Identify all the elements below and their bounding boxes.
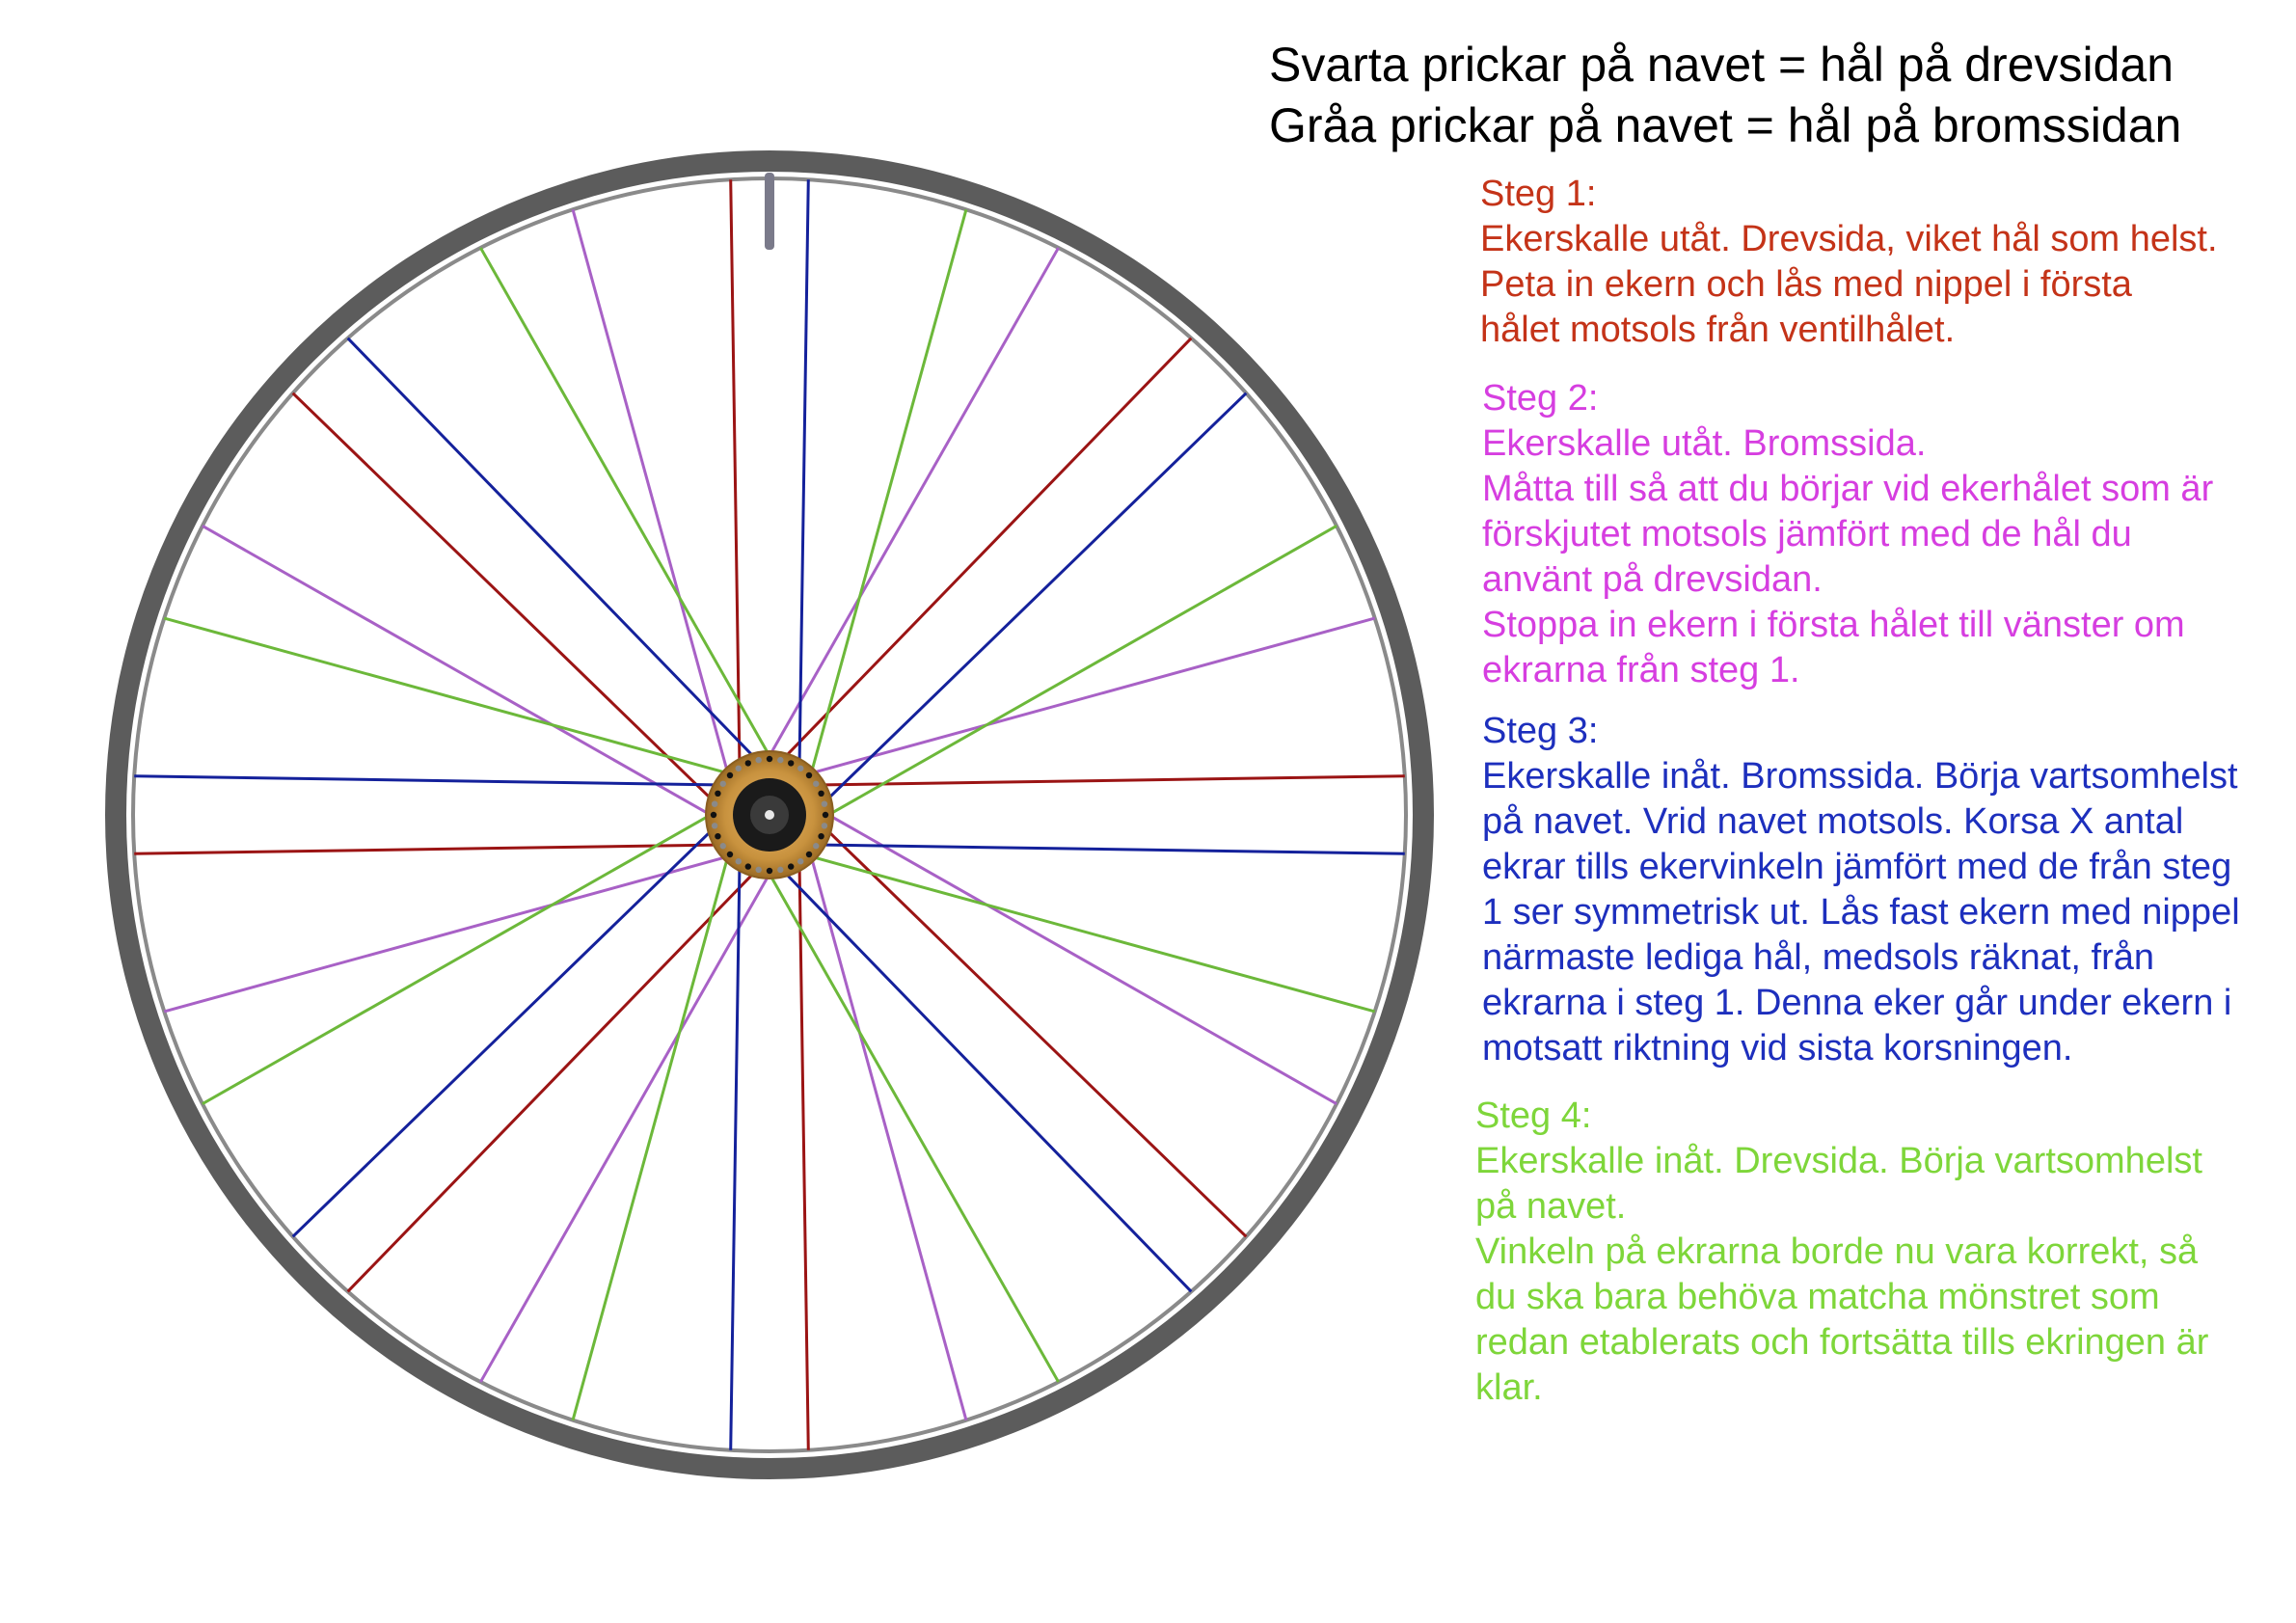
spoke-brake-inward bbox=[293, 825, 716, 1236]
spoke-drive-outward bbox=[780, 338, 1191, 762]
hub-hole-brake bbox=[736, 858, 742, 864]
step-4-line-2: på navet. bbox=[1475, 1186, 1627, 1227]
spoke-drive-inward bbox=[164, 618, 733, 774]
hub-axle-hole bbox=[765, 810, 774, 820]
spoke-drive-inward bbox=[824, 526, 1337, 818]
step-2-line-5: Stoppa in ekern i första hålet till vänster om bbox=[1482, 605, 2185, 645]
hub-hole-brake bbox=[720, 843, 726, 849]
step-2-title: Steg 2: bbox=[1482, 378, 1599, 419]
step-2-line-1: Ekerskalle utåt. Bromssida. bbox=[1482, 423, 1927, 464]
spoke-brake-outward bbox=[767, 248, 1059, 761]
step-3-line-5: närmaste lediga hål, medsols räknat, från bbox=[1482, 937, 2155, 978]
hub-hole-drive bbox=[788, 760, 794, 766]
spoke-drive-inward bbox=[806, 855, 1375, 1012]
step-4 bbox=[1475, 1094, 2208, 1411]
step-2-line-3: förskjutet motsols jämfört med de hål du bbox=[1482, 514, 2132, 555]
hub-hole-drive bbox=[715, 833, 720, 839]
spoke-drive-inward bbox=[480, 248, 772, 761]
step-4-line-4: du ska bara behöva matcha mönstret som bbox=[1475, 1277, 2160, 1317]
hub-hole-drive bbox=[806, 772, 812, 778]
hub-hole-drive bbox=[715, 791, 720, 797]
hub-hole-brake bbox=[720, 781, 726, 787]
spoke-brake-outward bbox=[824, 812, 1337, 1104]
hub-hole-brake bbox=[755, 757, 761, 763]
spoke-brake-inward bbox=[134, 776, 724, 785]
hub-hole-drive bbox=[711, 812, 716, 818]
spoke-drive-inward bbox=[810, 209, 966, 778]
hub-hole-drive bbox=[727, 772, 733, 778]
spoke-brake-inward bbox=[815, 845, 1405, 853]
spoke-brake-outward bbox=[573, 209, 729, 778]
hub-hole-drive bbox=[823, 812, 828, 818]
legend bbox=[1269, 35, 2181, 156]
hub-hole-drive bbox=[806, 852, 812, 857]
step-3-line-4: 1 ser symmetrisk ut. Lås fast ekern med nippel bbox=[1482, 892, 2240, 933]
spoke-brake-inward bbox=[823, 393, 1246, 804]
spoke-brake-inward bbox=[799, 179, 808, 770]
spoke-drive-outward bbox=[348, 868, 759, 1291]
valve bbox=[765, 173, 774, 250]
step-4-line-5: redan etablerats och fortsätta tills ekringen är bbox=[1475, 1322, 2209, 1363]
hub-hole-brake bbox=[712, 800, 717, 806]
hub-hole-drive bbox=[745, 863, 751, 869]
spoke-brake-inward bbox=[731, 860, 740, 1450]
spoke-brake-inward bbox=[348, 338, 759, 762]
hub-hole-brake bbox=[822, 823, 827, 828]
step-3-line-1: Ekerskalle inåt. Bromssida. Börja vartsomhelst bbox=[1482, 756, 2238, 797]
step-2-line-2: Måtta till så att du börjar vid ekerhålet som är bbox=[1482, 469, 2214, 509]
step-3-line-7: motsatt riktning vid sista korsningen. bbox=[1482, 1028, 2073, 1068]
hub bbox=[706, 751, 833, 879]
spoke-drive-outward bbox=[134, 845, 724, 853]
hub-hole-brake bbox=[755, 867, 761, 873]
spoke-drive-inward bbox=[767, 869, 1059, 1382]
step-2 bbox=[1482, 376, 2213, 693]
spoke-brake-outward bbox=[806, 618, 1375, 774]
step-3-line-6: ekrarna i steg 1. Denna eker går under ekern i bbox=[1482, 983, 2232, 1023]
hub-hole-drive bbox=[818, 833, 824, 839]
hub-hole-brake bbox=[813, 843, 819, 849]
step-1-title: Steg 1: bbox=[1480, 174, 1597, 214]
spoke-brake-outward bbox=[203, 526, 716, 818]
spoke-brake-outward bbox=[480, 869, 772, 1382]
spoke-drive-outward bbox=[293, 393, 716, 804]
hub-hole-brake bbox=[712, 823, 717, 828]
hub-hole-brake bbox=[777, 867, 783, 873]
hub-hole-brake bbox=[797, 766, 803, 771]
hub-hole-drive bbox=[767, 868, 772, 874]
step-4-line-3: Vinkeln på ekrarna borde nu vara korrekt, så bbox=[1475, 1231, 2199, 1272]
spoke-drive-inward bbox=[203, 812, 716, 1104]
spoke-drive-outward bbox=[731, 179, 740, 770]
step-4-title: Steg 4: bbox=[1475, 1096, 1592, 1136]
legend-black-dots: Svarta prickar på navet = hål på drevsidan bbox=[1269, 38, 2174, 92]
step-3-line-2: på navet. Vrid navet motsols. Korsa X antal bbox=[1482, 801, 2184, 842]
spoke-brake-outward bbox=[164, 855, 733, 1012]
step-3-title: Steg 3: bbox=[1482, 711, 1599, 751]
spoke-drive-outward bbox=[815, 776, 1405, 785]
step-2-line-4: använt på drevsidan. bbox=[1482, 559, 1823, 600]
step-3 bbox=[1482, 709, 2240, 1071]
spoke-drive-outward bbox=[823, 825, 1246, 1236]
hub-hole-brake bbox=[813, 781, 819, 787]
step-1-line-1: Ekerskalle utåt. Drevsida, viket hål som helst. bbox=[1480, 219, 2218, 259]
valve-stem bbox=[765, 173, 774, 250]
step-4-line-1: Ekerskalle inåt. Drevsida. Börja vartsomhelst bbox=[1475, 1141, 2202, 1181]
hub-hole-brake bbox=[797, 858, 803, 864]
hub-hole-brake bbox=[777, 757, 783, 763]
hub-hole-drive bbox=[818, 791, 824, 797]
hub-hole-drive bbox=[767, 756, 772, 762]
spoke-brake-inward bbox=[780, 868, 1191, 1291]
hub-hole-drive bbox=[727, 852, 733, 857]
spoke-drive-outward bbox=[799, 860, 808, 1450]
hub-hole-drive bbox=[745, 760, 751, 766]
legend-grey-dots: Gråa prickar på navet = hål på bromssidan bbox=[1269, 98, 2182, 152]
step-1-line-3: hålet motsols från ventilhålet. bbox=[1480, 310, 1956, 350]
spoke-drive-inward bbox=[573, 852, 729, 1420]
step-1 bbox=[1480, 172, 2218, 353]
step-1-line-2: Peta in ekern och lås med nippel i första bbox=[1480, 264, 2132, 305]
hub-hole-brake bbox=[736, 766, 742, 771]
hub-hole-brake bbox=[822, 800, 827, 806]
step-2-line-6: ekrarna från steg 1. bbox=[1482, 650, 1800, 690]
step-4-line-6: klar. bbox=[1475, 1367, 1543, 1408]
spoke-brake-outward bbox=[810, 852, 966, 1420]
step-3-line-3: ekrar tills ekervinkeln jämfört med de från steg bbox=[1482, 847, 2232, 887]
hub-hole-drive bbox=[788, 863, 794, 869]
